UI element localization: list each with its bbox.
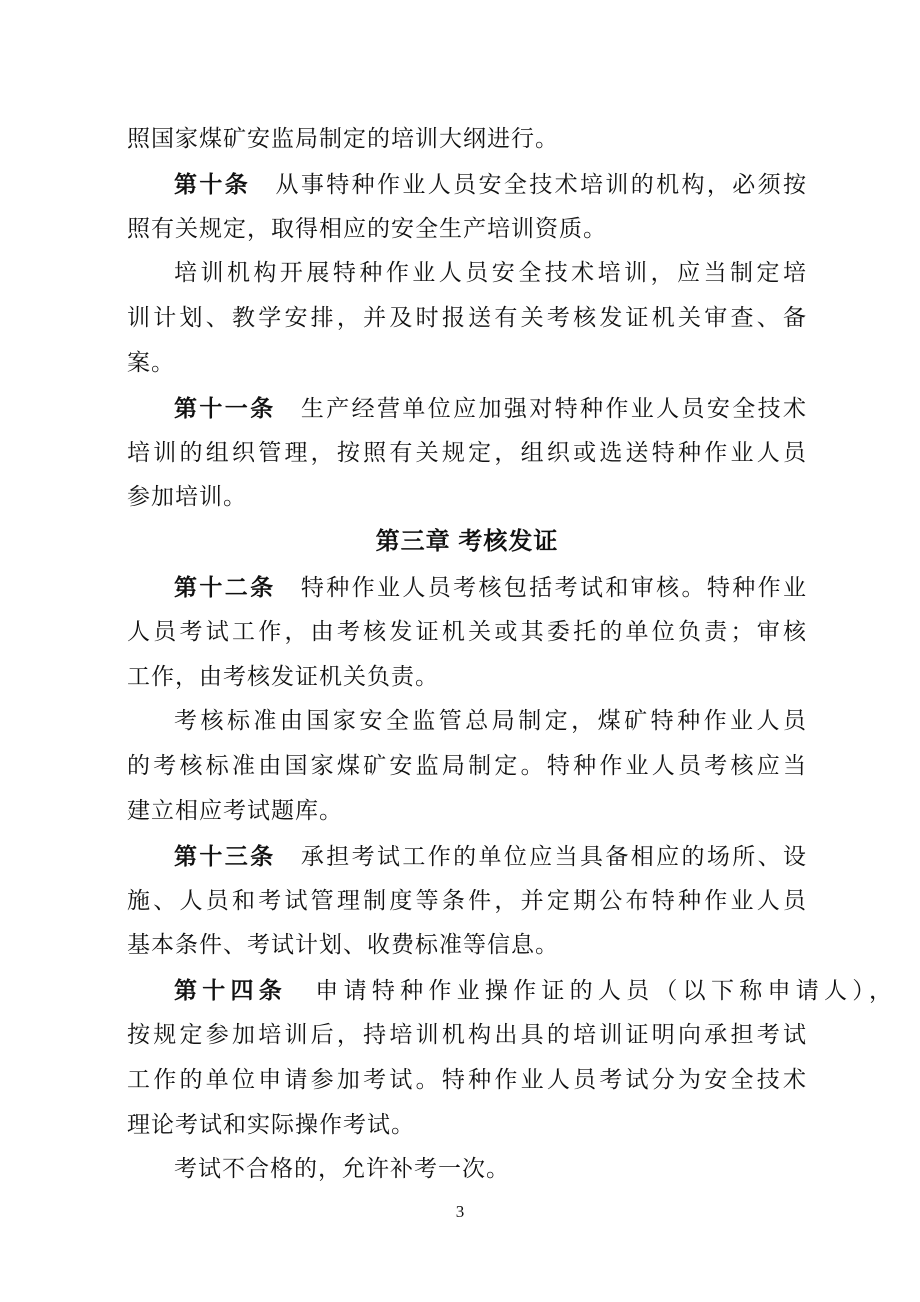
- line-text: 考试不合格的，允许补考一次。: [174, 1156, 510, 1182]
- text-line: [127, 879, 807, 924]
- line-text: 参加培训。: [127, 484, 247, 510]
- text-line: [127, 1013, 807, 1058]
- line-text: 工作的单位申请参加考试。特种作业人员考试分为安全技术: [127, 1066, 807, 1092]
- line-text: 按规定参加培训后，持培训机构出具的培训证明向承担考试: [127, 1021, 807, 1047]
- line-text: 培训机构开展特种作业人员安全技术培训，应当制定培: [174, 260, 807, 286]
- text-line: [127, 386, 807, 431]
- text-line: [127, 1103, 807, 1148]
- chapter-heading: 第三章 考核发证: [375, 528, 559, 556]
- text-line: [127, 968, 893, 1013]
- line-text: 特种作业人员考核包括考试和审核。特种作业: [275, 574, 807, 600]
- text-line: [127, 610, 807, 655]
- text-line: [127, 475, 807, 520]
- text-line: [127, 744, 807, 789]
- line-text: 案。: [127, 349, 175, 375]
- text-line: [127, 341, 807, 386]
- article-number: 第十三条: [174, 842, 276, 869]
- text-line: [127, 655, 807, 700]
- text-line: [127, 431, 807, 476]
- line-text: 承担考试工作的单位应当具备相应的场所、设: [275, 843, 807, 869]
- line-text: 的考核标准由国家煤矿安监局制定。特种作业人员考核应当: [127, 753, 807, 779]
- text-line: [127, 1058, 807, 1103]
- line-text: 照有关规定，取得相应的安全生产培训资质。: [127, 215, 607, 241]
- article-number: 第十一条: [174, 394, 276, 421]
- article-number: 第十四条: [174, 977, 288, 1004]
- text-line: [127, 296, 807, 341]
- page-number: 3: [455, 1202, 465, 1221]
- text-line: [127, 117, 807, 162]
- line-text: 申请特种作业操作证的人员（以下称申请人），: [287, 978, 894, 1004]
- text-line: [127, 1147, 807, 1192]
- line-text: 理论考试和实际操作考试。: [127, 1111, 415, 1137]
- text-line: [127, 923, 807, 968]
- line-text: 工作，由考核发证机关负责。: [127, 663, 439, 689]
- text-line: [127, 789, 807, 834]
- text-line: [127, 207, 807, 252]
- line-text: 人员考试工作，由考核发证机关或其委托的单位负责；审核: [127, 618, 807, 644]
- text-line: [127, 565, 807, 610]
- article-number: 第十二条: [174, 573, 276, 600]
- text-line: [127, 834, 807, 879]
- article-number: 第十条: [174, 170, 251, 197]
- line-text: 照国家煤矿安监局制定的培训大纲进行。: [127, 126, 559, 151]
- text-line: [127, 162, 807, 207]
- line-text: 培训的组织管理，按照有关规定，组织或选送特种作业人员: [127, 439, 807, 465]
- text-line: [127, 699, 807, 744]
- line-text: 从事特种作业人员安全技术培训的机构，必须按: [250, 171, 807, 197]
- line-text: 施、人员和考试管理制度等条件，并定期公布特种作业人员: [127, 887, 807, 913]
- line-text: 考核标准由国家安全监管总局制定，煤矿特种作业人员: [174, 708, 807, 734]
- line-text: 建立相应考试题库。: [127, 797, 343, 823]
- text-line: [127, 251, 807, 296]
- line-text: 基本条件、考试计划、收费标准等信息。: [127, 932, 559, 958]
- line-text: 生产经营单位应加强对特种作业人员安全技术: [275, 395, 807, 421]
- document-body: [127, 117, 894, 1192]
- line-text: 训计划、教学安排，并及时报送有关考核发证机关审查、备: [127, 305, 807, 331]
